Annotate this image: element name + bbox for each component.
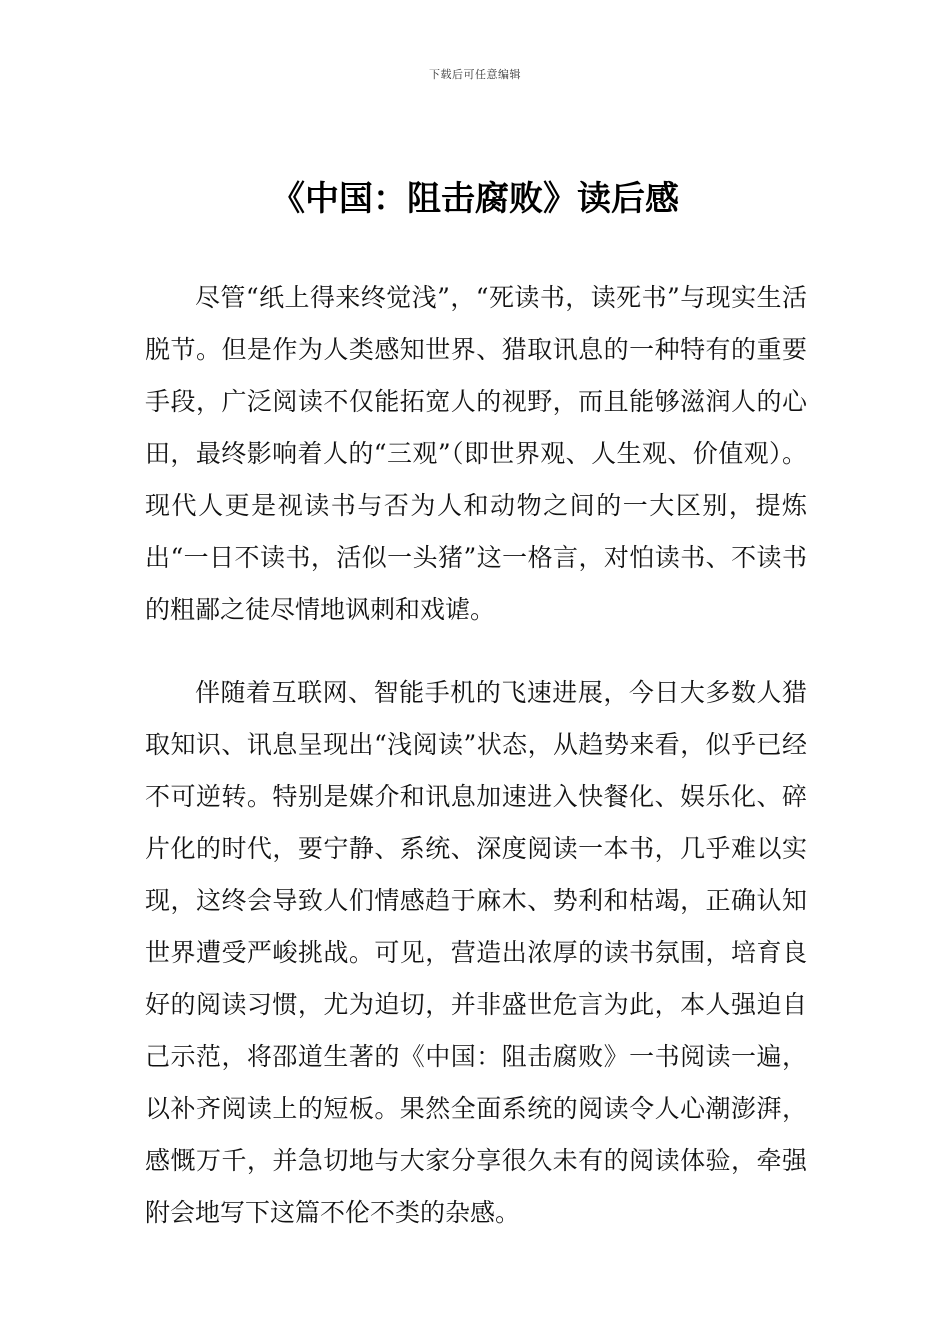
document-title: 《中国：阻击腐败》读后感: [271, 179, 679, 219]
paragraph-1: 尽管“纸上得来终觉浅”，“死读书，读死书”与现实生活脱节。但是作为人类感知世界、猎取讯息的一种特有的重要手段，广泛阅读不仅能拓宽人的视野，而且能够滋润人的心田，最终影响着人的“三观”（即世界观、人生观、价值观）。现代人更是视读书与否为人和动物之间的一大区别，提炼出“一日不读书，活似一头猪”这一格言，对怕读书、不读书的粗鄙之徒尽情地讽刺和戏谑。: [145, 283, 807, 624]
paragraph-2: 伴随着互联网、智能手机的飞速进展，今日大多数人猎取知识、讯息呈现出“浅阅读”状态，从趋势来看，似乎已经不可逆转。特别是媒介和讯息加速进入快餐化、娱乐化、碎片化的时代，要宁静、系统、深度阅读一本书，几乎难以实现，这终会导致人们情感趋于麻木、势利和枯竭，正确认知世界遭受严峻挑战。可见，营造出浓厚的读书氛围，培育良好的阅读习惯，尤为迫切，并非盛世危言为此，本人强迫自己示范，将邵道生著的《中国：阻击腐败》一书阅读一遍，以补齐阅读上的短板。果然全面系统的阅读令人心潮澎湃，感慨万千，并急切地与大家分享很久未有的阅读体验，牵强附会地写下这篇不伦不类的杂感。: [145, 678, 807, 1227]
header-note: 下载后可任意编辑: [429, 68, 521, 81]
